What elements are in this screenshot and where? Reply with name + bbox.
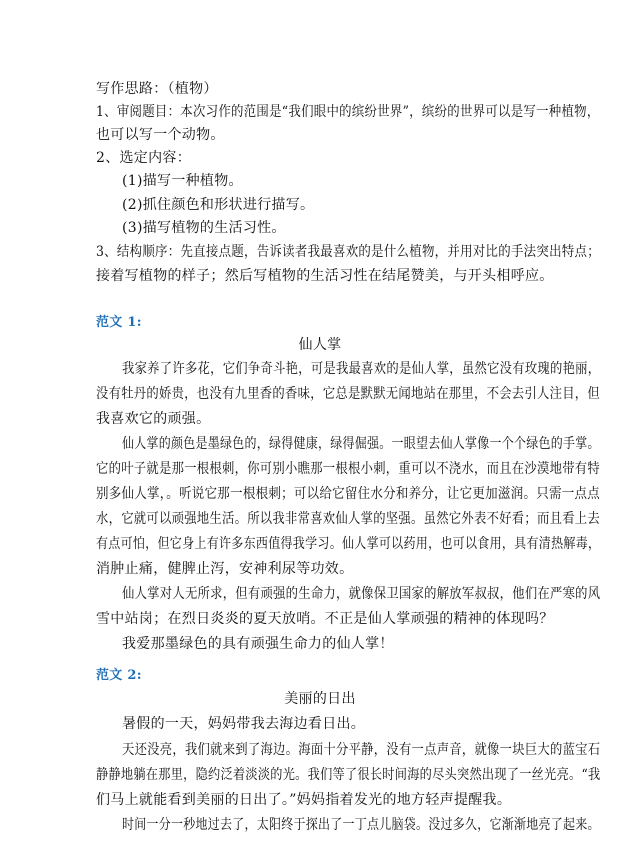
essay-2-line: 静静地躺在那里，隐约泛着淡淡的光。我们等了很长时间海的尽头突然出现了一丝光亮。“我 xyxy=(96,767,601,783)
essay-1-line: 消肿止痛，健脾止泻，安神利尿等功效。 xyxy=(96,561,354,577)
guide-point-2: 2、选定内容： xyxy=(96,150,192,166)
essay-2-label: 范文 2: xyxy=(96,668,142,683)
essay-1-line: 仙人掌的颜色是墨绿色的，绿得健康，绿得倔强。一眼望去仙人掌像一个个绿色的手掌。 xyxy=(122,436,600,452)
essay-1-line: 水，它就可以顽强地生活。所以我非常喜欢仙人掌的坚强。虽然它外表不好看；而且看上去 xyxy=(96,511,600,527)
guide-point-2-sub-1: (1)描写一种植物。 xyxy=(122,173,243,189)
essay-1-line: 我喜欢它的顽强。 xyxy=(96,411,211,427)
essay-1-line: 仙人掌对人无所求，但有顽强的生命力，就像保卫国家的解放军叔叔，他们在严寒的风 xyxy=(122,586,601,602)
essay-1-line: 我爱那墨绿色的具有顽强生命力的仙人掌！ xyxy=(122,636,394,652)
guide-point-2-sub-2: (2)抓住颜色和形状进行描写。 xyxy=(122,197,315,213)
essay-2-line: 时间一分一秒地过去了，太阳终于探出了一丁点儿脑袋。没过多久，它渐渐地亮了起来。 xyxy=(122,817,600,833)
guide-title: 写作思路：（植物） xyxy=(96,81,218,97)
essay-1-line: 雪中站岗；在烈日炎炎的夏天放哨。不正是仙人掌顽强的精神的体现吗？ xyxy=(96,611,554,627)
guide-point-2-sub-3: (3)描写植物的生活习性。 xyxy=(122,220,286,236)
essay-1-line: 别多仙人掌，。听说它那一根根刺；可以给它留住水分和养分，让它更加滋润。只需一点点 xyxy=(96,486,600,502)
essay-1-line: 我家养了许多花，它们争奇斗艳，可是我最喜欢的是仙人掌，虽然它没有玫瑰的艳丽， xyxy=(122,361,601,377)
essay-2-line: 天还没亮，我们就来到了海边。海面十分平静，没有一点声音，就像一块巨大的蓝宝石 xyxy=(122,742,601,758)
guide-point-1-line-1: 1、审阅题目：本次习作的范围是“我们眼中的缤纷世界”，缤纷的世界可以是写一种植物， xyxy=(96,104,600,120)
guide-point-3-line-1: 3、结构顺序：先直接点题，告诉读者我最喜欢的是什么植物，并用对比的手法突出特点； xyxy=(96,244,600,260)
essay-1-title: 仙人掌 xyxy=(298,337,342,353)
guide-point-1-line-2: 也可以写一个动物。 xyxy=(96,127,225,143)
essay-1-line: 有点可怕，但它身上有许多东西值得我学习。仙人掌可以药用，也可以食用，具有清热解毒， xyxy=(96,536,601,552)
essay-2-line: 们马上就能看到美丽的日出了。”妈妈指着发光的地方轻声提醒我。 xyxy=(96,792,512,808)
guide-point-3-line-2: 接着写植物的样子；然后写植物的生活习性在结尾赞美，与开头相呼应。 xyxy=(96,268,554,284)
essay-1-label: 范文 1: xyxy=(96,315,142,330)
essay-2-line: 暑假的一天，妈妈带我去海边看日出。 xyxy=(122,716,366,732)
essay-2-title: 美丽的日出 xyxy=(284,691,356,707)
essay-1-line: 没有牡丹的娇贵，也没有九里香的香味，它总是默默无闻地站在那里，不会去引人注目，但 xyxy=(96,386,600,402)
essay-1-line: 它的叶子就是那一根根刺，你可别小瞧那一根根小刺，重可以不浇水，而且在沙漠地带有特 xyxy=(96,461,600,477)
